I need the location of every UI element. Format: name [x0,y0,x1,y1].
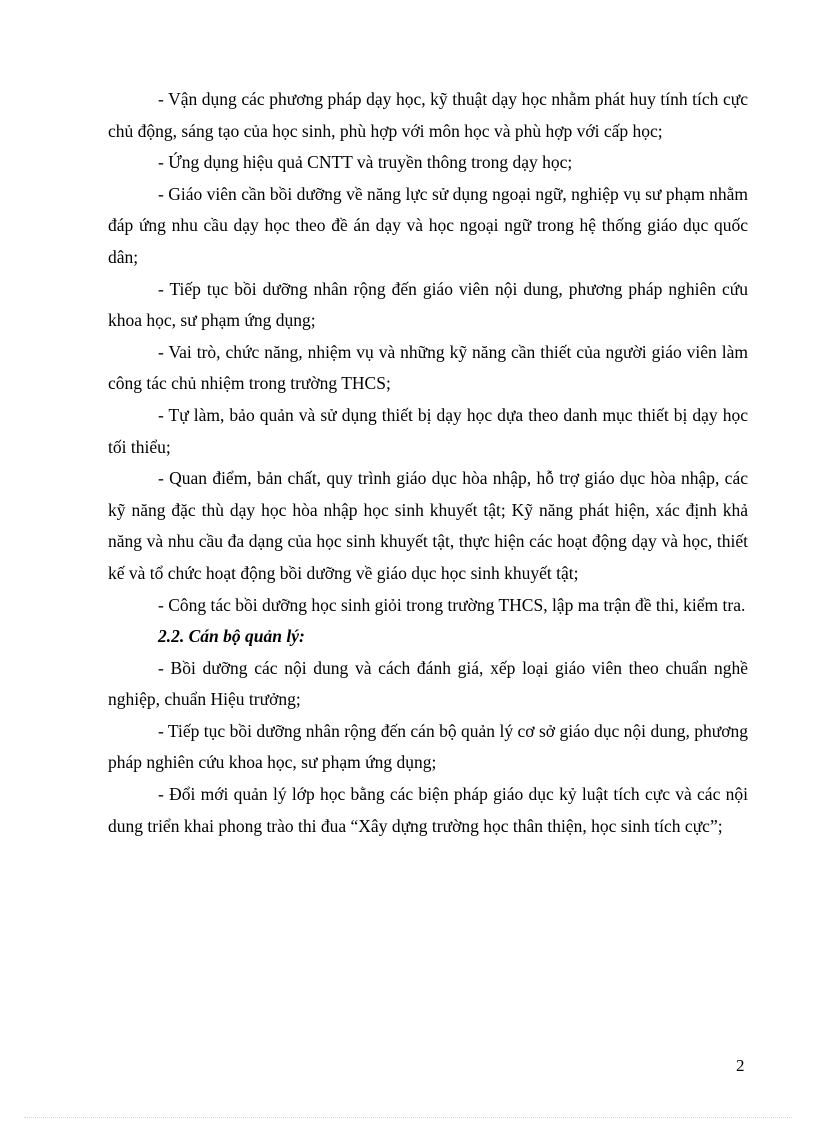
paragraph-manager-research: - Tiếp tục bồi dưỡng nhân rộng đến cán bộ quản lý cơ sở giáo dục nội dung, phương pháp nghiên cứu khoa học, sư phạm ứng dụng; [108,720,748,773]
document-body [108,84,748,842]
paragraph-foreign-language: - Giáo viên cần bồi dưỡng về năng lực sử dụng ngoại ngữ, nghiệp vụ sư phạm nhằm đáp ứng nhu cầu dạy học theo đề án dạy và học ngoại ngữ trong hệ thống giáo dục quốc dân; [108,183,748,267]
paragraph-teaching-equipment: - Tự làm, bảo quản và sử dụng thiết bị dạy học dựa theo danh mục thiết bị dạy học tối thiểu; [108,404,748,457]
paragraph-inclusive-education: - Quan điểm, bản chất, quy trình giáo dục hòa nhập, hỗ trợ giáo dục hòa nhập, các kỹ năng đặc thù dạy học hòa nhập học sinh khuyết tật; Kỹ năng phát hiện, xác định khả năng và nhu cầu đa dạng của học sinh khuyết tật, thực hiện các hoạt động dạy và học, thiết kế và tổ chức hoạt động bồi dưỡng về giáo dục học sinh khuyết tật; [108,468,748,583]
page-bottom-divider [24,1117,792,1118]
paragraph-teacher-evaluation: - Bồi dưỡng các nội dung và cách đánh giá, xếp loại giáo viên theo chuẩn nghề nghiệp, chuẩn Hiệu trưởng; [108,657,748,710]
paragraph-classroom-management: - Đổi mới quản lý lớp học bằng các biện pháp giáo dục kỷ luật tích cực và các nội dung triển khai phong trào thi đua “Xây dựng trường học thân thiện, học sinh tích cực”; [108,784,748,836]
paragraph-research-training: - Tiếp tục bồi dưỡng nhân rộng đến giáo viên nội dung, phương pháp nghiên cứu khoa học, sư phạm ứng dụng; [108,278,748,331]
paragraph-homeroom-teacher: - Vai trò, chức năng, nhiệm vụ và những kỹ năng cần thiết của người giáo viên làm công tác chủ nhiệm trong trường THCS; [108,341,748,394]
page-number: 2 [736,1056,745,1075]
paragraph-teaching-methods: - Vận dụng các phương pháp dạy học, kỹ thuật dạy học nhằm phát huy tính tích cực chủ động, sáng tạo của học sinh, phù hợp với môn học và phù hợp với cấp học; [108,89,748,141]
paragraph-ict-application: - Ứng dụng hiệu quả CNTT và truyền thông trong dạy học; [158,152,573,173]
section-heading-managers: 2.2. Cán bộ quản lý: [158,626,305,647]
paragraph-gifted-students: - Công tác bồi dưỡng học sinh giỏi trong trường THCS, lập ma trận đề thi, kiểm tra. [158,594,746,615]
